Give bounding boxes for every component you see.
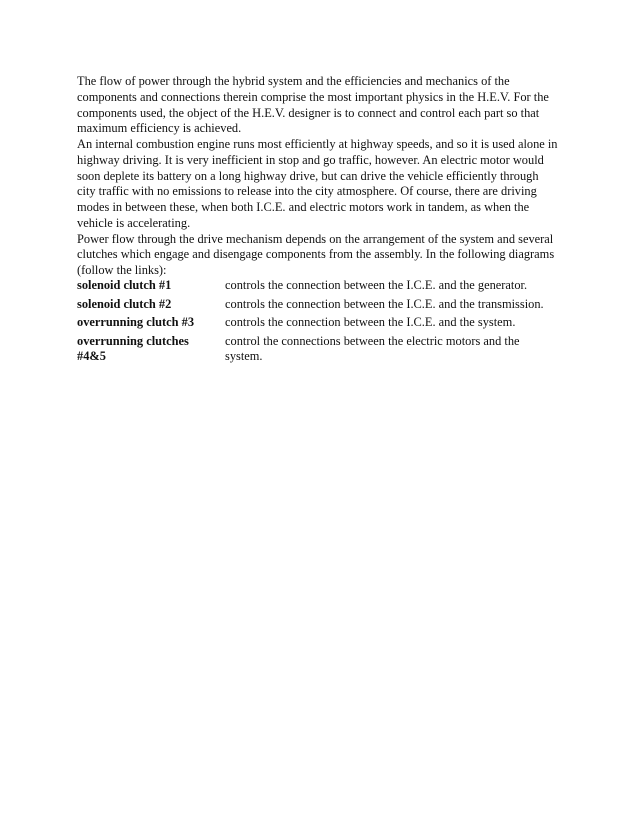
- clutch-row: [77, 297, 557, 313]
- clutch-term[interactable]: [77, 278, 225, 294]
- body-paragraphs: [77, 74, 563, 279]
- clutch-desc-line: controls the connection between the I.C.E. and the system.: [225, 315, 516, 329]
- clutch-term-line[interactable]: #4&5: [77, 349, 106, 363]
- clutch-description: [225, 334, 557, 365]
- clutch-desc-line: controls the connection between the I.C.E. and the transmission.: [225, 296, 544, 311]
- body-line: maximum efficiency is achieved.: [77, 121, 242, 136]
- body-line: modes in between these, when both I.C.E. and electric motors work in tandem, as when the: [77, 200, 530, 214]
- clutch-desc-line: system.: [225, 349, 263, 363]
- body-line: vehicle is accelerating.: [77, 215, 191, 230]
- clutch-definition-list: [77, 278, 557, 368]
- body-line: The flow of power through the hybrid system and the efficiencies and mechanics of the: [77, 74, 510, 88]
- clutch-row: [77, 334, 557, 365]
- clutch-description: [225, 297, 557, 313]
- clutch-term-line[interactable]: overrunning clutches: [77, 333, 189, 348]
- clutch-desc-line: controls the connection between the I.C.E. and the generator.: [225, 278, 528, 292]
- body-line: city traffic with no emissions to release into the city atmosphere. Of course, there are driving: [77, 184, 537, 199]
- body-line: An internal combustion engine runs most efficiently at highway speeds, and so it is used alone in: [77, 137, 558, 151]
- body-line: Power flow through the drive mechanism depends on the arrangement of the system and several: [77, 231, 554, 246]
- clutch-row: [77, 315, 557, 331]
- clutch-term-line[interactable]: solenoid clutch #2: [77, 296, 172, 311]
- clutch-term-line[interactable]: overrunning clutch #3: [77, 315, 195, 329]
- clutch-desc-line: control the connections between the electric motors and the: [225, 333, 520, 348]
- body-line: components and connections therein comprise the most important physics in the H.E.V. For the: [77, 89, 549, 104]
- body-line: (follow the links):: [77, 263, 167, 277]
- clutch-term-line[interactable]: solenoid clutch #1: [77, 278, 172, 292]
- clutch-description: [225, 315, 557, 331]
- clutch-description: [225, 278, 557, 294]
- body-line: soon deplete its battery on a long highway drive, but can drive the vehicle efficiently through: [77, 168, 539, 183]
- body-line: clutches which engage and disengage components from the assembly. In the following diagrams: [77, 247, 555, 262]
- clutch-row: [77, 278, 557, 294]
- clutch-term[interactable]: [77, 334, 225, 365]
- body-line: highway driving. It is very inefficient in stop and go traffic, however. An electric motor would: [77, 152, 544, 167]
- clutch-term[interactable]: [77, 297, 225, 313]
- clutch-term[interactable]: [77, 315, 225, 331]
- body-line: components used, the object of the H.E.V. designer is to connect and control each part so that: [77, 105, 540, 120]
